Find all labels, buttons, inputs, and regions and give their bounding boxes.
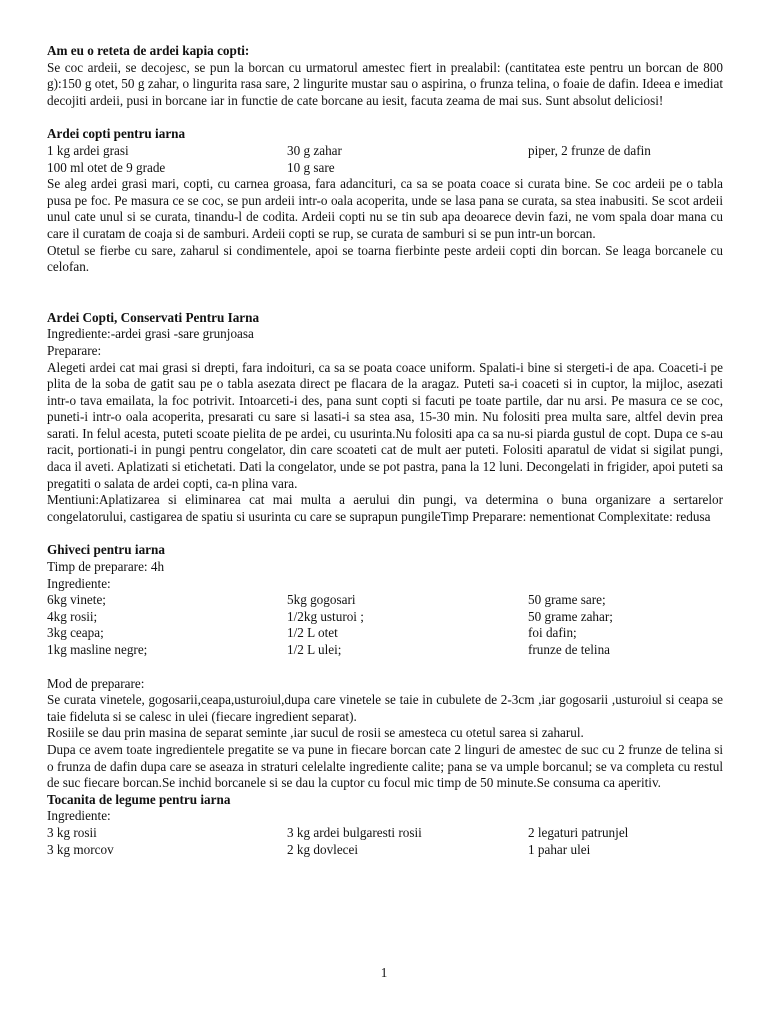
ingredient: 3kg ceapa; [47, 625, 104, 641]
ingredient: 3 kg rosii [47, 824, 97, 840]
ingredient: 2 kg dovlecei [287, 841, 359, 857]
recipe-title: Tocanita de legume pentru iarna [47, 791, 231, 807]
recipe-mentions: Mentiuni:Aplatizarea si eliminarea cat mai multa a aerului din pungi, va determina o buna organizare a sertarelor congelatorului, castigarea de spatiu si usurinta cu care se suprapun pungileTimp Preparare: nementionat Complexitate: redusa [47, 492, 723, 524]
document-page [47, 43, 723, 858]
ingredient: 30 g zahar [287, 142, 342, 158]
ingredients-label: Ingrediente: [47, 575, 111, 591]
ingredient: piper, 2 frunze de dafin [528, 142, 651, 158]
recipe-paragraph: Se aleg ardei grasi mari, copti, cu carnea groasa, fara adancituri, ca sa se poata coace si curata bine. Se coc ardeii pe o tabla pusa pe foc. Pe masura ce se coc, se pun ardeii intr-o oala acoperita, unde se lasa pana se curata, sa stea inabusiti. Se scot ardeii unul cate unul si se curata, tinandu-l de codita. Ardeii copti nu se tin sub apa deoarece devin fazi, ne vom spala doar mana cu care il curatam de coaja si de samburi. Ardeii copti se rup, se curata de samburi si se pun intr-un borcan. [47, 176, 723, 241]
ingredient: 2 legaturi patrunjel [528, 824, 629, 840]
recipe-paragraph: Dupa ce avem toate ingredientele pregatite se va pune in fiecare borcan cate 2 linguri de amestec de suc cu 2 frunze de telina si o frunza de dafin dupa care se aseaza in straturi celelalte ingrediente calite; pana se va umple borcanul; se va completa cu restul de suc fiecare borcan.Se inchid borcanele si se dau la cuptor cu focul mic timp de 50 minute.Se consuma ca aperitiv. [47, 741, 723, 791]
recipe-title: Ardei Copti, Conservati Pentru Iarna [47, 309, 260, 325]
recipe-title: Ghiveci pentru iarna [47, 542, 165, 558]
recipe-paragraph: Rosiile se dau prin masina de separat seminte ,iar sucul de rosii se amesteca cu otetul sarea si zaharul. [47, 725, 584, 741]
recipe-ardei-kapia [47, 43, 723, 109]
ingredient: 3 kg morcov [47, 841, 114, 857]
ingredient: 1/2 L otet [287, 625, 338, 641]
ingredients-table [47, 143, 723, 176]
prep-time: Timp de preparare: 4h [47, 559, 165, 575]
ingredient: 1/2 L ulei; [287, 642, 342, 657]
ingredients-table [47, 825, 723, 858]
recipe-ghiveci [47, 542, 723, 791]
method-label: Mod de preparare: [47, 675, 145, 691]
ingredient: 1 kg ardei grasi [47, 142, 129, 158]
ingredient: 4kg rosii; [47, 608, 98, 624]
ingredient: 3 kg ardei bulgaresti rosii [287, 824, 422, 840]
recipe-paragraph: Se curata vinetele, gogosarii,ceapa,usturoiul,dupa care vinetele se taie in cubulete de 2-3cm ,iar gogosarii ,usturoiul si ceapa se taie fideluta si se calesc in ulei (fiecare ingredient separat). [47, 692, 723, 724]
recipe-tocanita [47, 792, 723, 858]
ingredients-table [47, 592, 723, 658]
ingredients-label: Ingrediente: [47, 808, 111, 824]
ingredient [528, 160, 723, 177]
ingredients-line: Ingrediente:-ardei grasi -sare grunjoasa [47, 326, 254, 342]
recipe-ardei-conservati [47, 310, 723, 526]
ingredient: 100 ml otet de 9 grade [47, 159, 166, 175]
preparation-label: Preparare: [47, 342, 102, 358]
ingredient: 1/2kg usturoi ; [287, 608, 364, 624]
ingredient: 50 grame sare; [528, 592, 606, 608]
ingredient: foi dafin; [528, 625, 577, 641]
ingredient: 1kg masline negre; [47, 642, 148, 657]
recipe-title: Ardei copti pentru iarna [47, 126, 186, 142]
ingredient: 5kg gogosari [287, 592, 356, 608]
ingredient: 1 pahar ulei [528, 841, 591, 857]
recipe-title: Am eu o reteta de ardei kapia copti: [47, 43, 250, 58]
ingredient: frunze de telina [528, 642, 611, 657]
recipe-ardei-copti [47, 126, 723, 275]
recipe-paragraph: Otetul se fierbe cu sare, zaharul si condimentele, apoi se toarna fierbinte peste ardeii copti din borcan. Se leaga borcanele cu celofan. [47, 242, 723, 275]
recipe-body: Se coc ardeii, se decojesc, se pun la borcan cu urmatorul amestec fiert in prealabil: (cantitatea este pentru un borcan de 800 g):150 g otet, 50 g zahar, o lingurita rasa sare, 2 lingurite mustar sau o aspirina, o frunza telina, o foaie de dafin. Ideea e imediat decojiti ardeii, pusi in borcane iar in functie de cate borcane au iesit, facuta zeama de mai sus. Sunt absolut deliciosi! [47, 59, 723, 108]
ingredient: 6kg vinete; [47, 592, 106, 608]
page-number: 1 [380, 965, 388, 980]
ingredient: 10 g sare [287, 159, 335, 175]
recipe-paragraph: Alegeti ardei cat mai grasi si drepti, fara indoituri, ca sa se poata coace uniform. Spalati-i bine si stergeti-i de apa. Coaceti-i pe plita de la soba de gatit sau pe o tabla asezata direct pe flacara de la aragaz. Puteti sa-i coaceti si in cuptor, la mijloc, asezati intr-o tava emailata, la foc potrivit. Intoarceti-i des, pana sunt copti si facuti pe toate partile, dar nu arsi. Pe masura ce se coc, puneti-i intr-o oala acoperita, presarati cu sare si lasati-i sa stea asa, 15-30 min. Nu folositi prea multa sare, altfel devin prea sarati. In felul acesta, puteti scoate pielita de pe ardei, cu usurinta.Nu folositi apa ca sa nu-si piarda gustul de copt. Dupa ce s-au racit, portionati-i in pungi pentru congelator, din care scoateti cat de mult aer puteti. Folositi aparatul de vidat si sigilat pungi, daca il aveti. Aplatizati si etichetati. Dati la congelator, unde se pot pastra, pana la 12 luni. Decongelati in frigider, apoi puteti sa pregatiti o salata de ardei copti, ca-n plina vara. [47, 359, 723, 491]
ingredient: 50 grame zahar; [528, 608, 613, 624]
